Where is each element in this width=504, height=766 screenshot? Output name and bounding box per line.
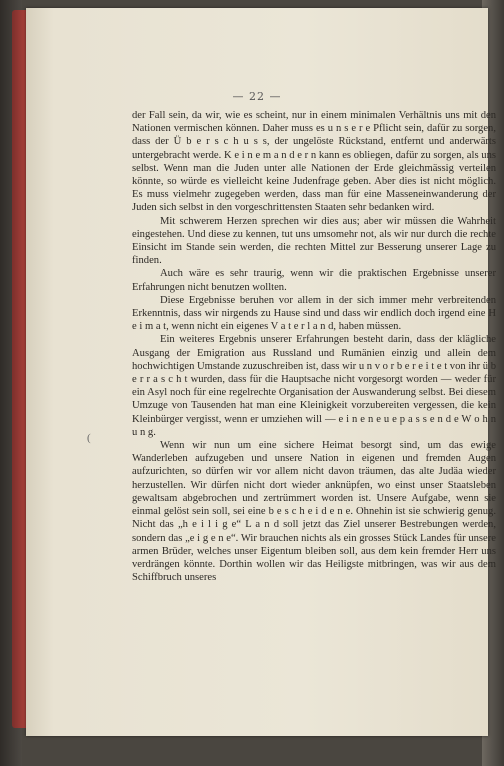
paragraph: Diese Ergebnisse beruhen vor allem in der sich immer mehr verbreitenden Erkenntnis, dass wir nirgends zu Hause sind und dass wir endlich doch irgend eine H e i m a t, wenn nicht ein eigenes V a t e r l a n d, haben müssen. bbox=[132, 294, 496, 333]
body-text bbox=[132, 109, 496, 584]
paragraph: Mit schwerem Herzen sprechen wir dies aus; aber wir müssen die Wahrheit eingestehen. Und diese zu kennen, tut uns umsomehr not, als wir nur durch die rechte Einsicht im Stande sein werden, die rechten Mittel zur Besserung unserer Lage zu finden. bbox=[132, 215, 496, 267]
margin-mark: ( bbox=[87, 432, 91, 444]
paragraph: Ein weiteres Ergebnis unserer Erfahrungen besteht darin, dass der klägliche Ausgang der Emigration aus Russland und Rumänien einzig und allein dem hochwichtigen Umstande zuzuschreiben ist, dass wir u n v o r b e r e i t e t von ihr ü b e r r a s c h t wurden, dass für die Hauptsache nicht vorgesorgt worden — weder für ein Asyl noch für eine regelrechte Organisation der Auswanderung selbst. Bei diesem Umzuge von Tausenden hat man eine Kleinigkeit vorzubereiten vergessen, die kein Kleinbürger vergisst, wenn er umziehen will — e i n e n e u e p a s s e n d e W o h n u n g. bbox=[132, 334, 496, 438]
book-page bbox=[26, 8, 496, 736]
paragraph: der Fall sein, da wir, wie es scheint, nur in einem minimalen Verhältnis uns mit den Nationen vermischen können. Daher muss es u n s e r e Pflicht sein, dafür zu sorgen, dass der Ü b e r s c h u s s, der ungelöste Rückstand, entfernt und anderwärts untergebracht werde. K e i n e m a n d e r n kann es obliegen, dafür zu sorgen, als uns selbst. Wenn man die Juden unter alle Nationen der Erde gleichmässig verteilen könnte, so würde es vielleicht keine Judenfrage geben. Aber dies ist nicht möglich. Es muss vielmehr zugegeben werden, dass man für eine Masseneinwanderung der Juden sich selbst in den vorgeschrittensten Staaten sehr bedanken wird. bbox=[132, 110, 496, 214]
page-number: — 22 — bbox=[232, 90, 282, 103]
paragraph: Auch wäre es sehr traurig, wenn wir die praktischen Ergebnisse unserer Erfahrungen nicht benutzen wollten. bbox=[132, 268, 496, 293]
paragraph: Wenn wir nun um eine sichere Heimat besorgt sind, um das ewige Wanderleben aufzugeben und unsere Nation in eigenen und fremden Augen aufzurichten, so dürfen wir vor allem nicht davon träumen, das alte Judäa wieder herzustellen. Wir dürfen nicht dort wieder anknüpfen, wo einst unser Staatsleben gewaltsam abgebrochen und zertrümmert worden ist. Unsere Aufgabe, wenn sie einmal gelöst sein soll, sei eine b e s c h e i d e n e. Ohnehin ist sie schwierig genug. Nicht das „h e i l i g e“ L a n d soll jetzt das Ziel unserer Bestrebungen werden, sondern das „e i g e n e“. Wir brauchen nichts als ein grosses Stück Landes für unsere armen Brüder, welches unser Eigentum bleiben soll, aus dem kein fremder Herr uns verdrängen könnte. Dorthin wollen wir das Heiligste mitbringen, was wir aus dem Schiffbruch unseres bbox=[132, 440, 496, 584]
